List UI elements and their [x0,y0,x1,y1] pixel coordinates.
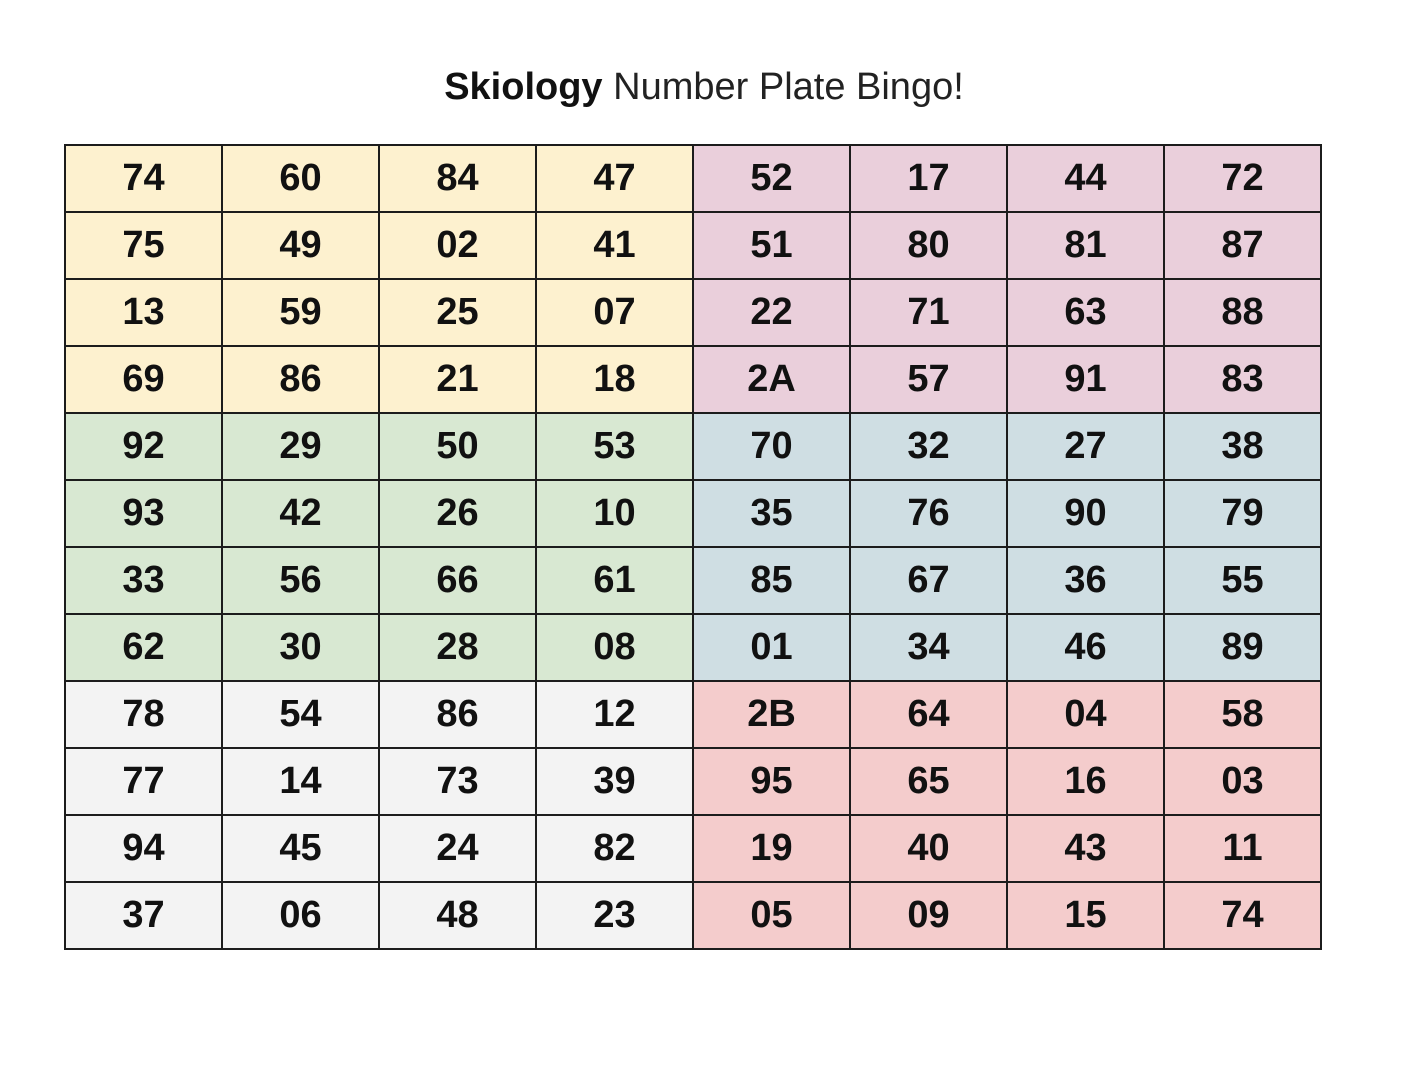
bingo-cell: 86 [222,346,379,413]
title-subtitle: Number Plate Bingo! [613,66,964,108]
bingo-cell: 43 [1007,815,1164,882]
bingo-cell: 74 [65,145,222,212]
bingo-cell: 07 [536,279,693,346]
bingo-cell: 46 [1007,614,1164,681]
bingo-cell: 32 [850,413,1007,480]
grid-row [65,212,1321,279]
bingo-cell: 67 [850,547,1007,614]
grid-row [65,279,1321,346]
bingo-cell: 28 [379,614,536,681]
bingo-cell: 03 [1164,748,1321,815]
bingo-cell: 82 [536,815,693,882]
bingo-cell: 38 [1164,413,1321,480]
bingo-cell: 76 [850,480,1007,547]
bingo-cell: 15 [1007,882,1164,949]
bingo-cell: 18 [536,346,693,413]
bingo-cell: 2B [693,681,850,748]
bingo-cell: 73 [379,748,536,815]
bingo-cell: 57 [850,346,1007,413]
bingo-cell: 05 [693,882,850,949]
bingo-cell: 37 [65,882,222,949]
bingo-cell: 21 [379,346,536,413]
bingo-cell: 61 [536,547,693,614]
grid-row [65,681,1321,748]
bingo-cell: 33 [65,547,222,614]
bingo-cell: 49 [222,212,379,279]
grid-row [65,413,1321,480]
bingo-grid-body [65,145,1321,949]
bingo-grid [64,144,1322,950]
bingo-cell: 35 [693,480,850,547]
bingo-cell: 08 [536,614,693,681]
bingo-cell: 40 [850,815,1007,882]
bingo-cell: 47 [536,145,693,212]
bingo-cell: 16 [1007,748,1164,815]
bingo-cell: 65 [850,748,1007,815]
bingo-cell: 70 [693,413,850,480]
bingo-cell: 55 [1164,547,1321,614]
bingo-cell: 27 [1007,413,1164,480]
bingo-cell: 24 [379,815,536,882]
bingo-cell: 06 [222,882,379,949]
bingo-cell: 80 [850,212,1007,279]
page-title [0,62,1408,112]
bingo-cell: 62 [65,614,222,681]
bingo-cell: 81 [1007,212,1164,279]
bingo-cell: 71 [850,279,1007,346]
bingo-cell: 39 [536,748,693,815]
bingo-cell: 94 [65,815,222,882]
bingo-cell: 13 [65,279,222,346]
bingo-cell: 90 [1007,480,1164,547]
bingo-cell: 19 [693,815,850,882]
grid-row [65,882,1321,949]
bingo-cell: 29 [222,413,379,480]
bingo-cell: 04 [1007,681,1164,748]
bingo-cell: 25 [379,279,536,346]
bingo-cell: 54 [222,681,379,748]
bingo-cell: 23 [536,882,693,949]
bingo-cell: 74 [1164,882,1321,949]
bingo-cell: 51 [693,212,850,279]
bingo-cell: 84 [379,145,536,212]
bingo-cell: 42 [222,480,379,547]
bingo-cell: 52 [693,145,850,212]
bingo-cell: 78 [65,681,222,748]
bingo-cell: 72 [1164,145,1321,212]
bingo-cell: 48 [379,882,536,949]
bingo-cell: 44 [1007,145,1164,212]
bingo-cell: 60 [222,145,379,212]
bingo-cell: 75 [65,212,222,279]
bingo-cell: 50 [379,413,536,480]
bingo-cell: 85 [693,547,850,614]
bingo-cell: 17 [850,145,1007,212]
grid-row [65,614,1321,681]
bingo-cell: 34 [850,614,1007,681]
bingo-cell: 30 [222,614,379,681]
bingo-cell: 79 [1164,480,1321,547]
bingo-cell: 36 [1007,547,1164,614]
bingo-cell: 69 [65,346,222,413]
bingo-cell: 83 [1164,346,1321,413]
bingo-cell: 88 [1164,279,1321,346]
bingo-cell: 93 [65,480,222,547]
bingo-cell: 91 [1007,346,1164,413]
bingo-cell: 22 [693,279,850,346]
bingo-cell: 95 [693,748,850,815]
bingo-cell: 45 [222,815,379,882]
bingo-cell: 58 [1164,681,1321,748]
bingo-cell: 66 [379,547,536,614]
bingo-cell: 77 [65,748,222,815]
bingo-cell: 53 [536,413,693,480]
grid-row [65,748,1321,815]
title-brand: Skiology [444,66,603,108]
grid-row [65,815,1321,882]
grid-row [65,346,1321,413]
bingo-cell: 11 [1164,815,1321,882]
bingo-cell: 26 [379,480,536,547]
grid-row [65,547,1321,614]
grid-row [65,480,1321,547]
bingo-cell: 92 [65,413,222,480]
bingo-cell: 64 [850,681,1007,748]
grid-row [65,145,1321,212]
bingo-cell: 02 [379,212,536,279]
bingo-cell: 09 [850,882,1007,949]
bingo-cell: 89 [1164,614,1321,681]
bingo-cell: 87 [1164,212,1321,279]
bingo-cell: 10 [536,480,693,547]
bingo-cell: 01 [693,614,850,681]
bingo-cell: 56 [222,547,379,614]
bingo-cell: 86 [379,681,536,748]
bingo-cell: 12 [536,681,693,748]
bingo-cell: 59 [222,279,379,346]
bingo-cell: 14 [222,748,379,815]
bingo-cell: 41 [536,212,693,279]
bingo-cell: 63 [1007,279,1164,346]
bingo-cell: 2A [693,346,850,413]
